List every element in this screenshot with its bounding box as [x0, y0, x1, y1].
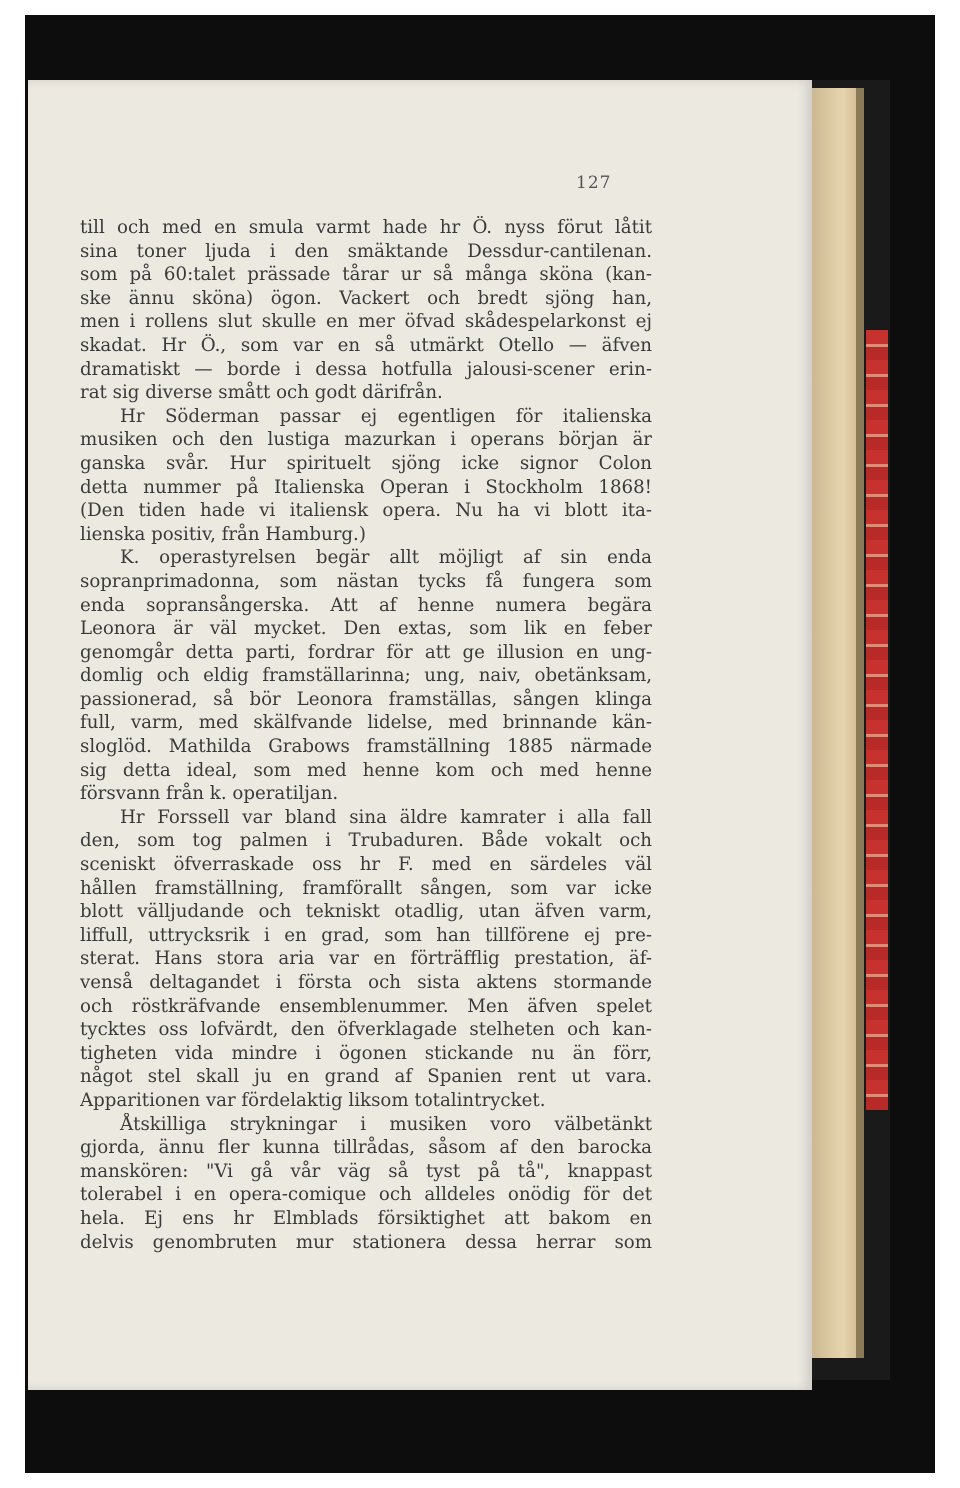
text-line: Leonora är väl mycket. Den extas, som lik en feber — [80, 618, 652, 640]
text-line: Hr Söderman passar ej egentligen för italienska — [120, 405, 652, 427]
text-line: venså deltagandet i första och sista aktens stormande — [80, 972, 652, 993]
text-line: genomgår detta parti, fordrar för att ge illusion en ung- — [80, 641, 652, 663]
text-line: sceniskt öfverraskade oss hr F. med en särdeles väl — [80, 854, 652, 876]
text-line: något stel skall ju en grand af Spanien rent ut vara. — [80, 1066, 652, 1088]
page-edge-shadow — [856, 88, 864, 1358]
text-line: K. operastyrelsen begär allt möjligt af sin enda — [120, 547, 652, 569]
text-line: delvis genombruten mur stationera dessa herrar som — [80, 1231, 652, 1253]
text-line: den, som tog palmen i Trubaduren. Både vokalt och — [80, 830, 652, 852]
text-line: gjorda, ännu fler kunna tillrådas, såsom af den barocka — [80, 1137, 652, 1159]
text-line: domlig och eldig framställarinna; ung, naiv, obetänksam, — [80, 665, 652, 687]
text-line: Apparitionen var fördelaktig liksom totalintrycket. — [80, 1089, 546, 1111]
text-line: enda sopransångerska. Att af henne numera begära — [80, 594, 652, 616]
text-line: manskören: "Vi gå vår väg så tyst på tå", knappast — [80, 1160, 652, 1182]
text-line: blott välljudande och tekniskt otadlig, utan äfven varm, — [80, 901, 652, 923]
text-line: försvann från k. operatiljan. — [80, 783, 339, 805]
text-line: sopranprimadonna, som nästan tycks få fungera som — [80, 570, 652, 592]
text-line: Åtskilliga strykningar i musiken voro välbetänkt — [120, 1113, 652, 1135]
text-line: ganska svår. Hur spirituelt sjöng icke signor Colon — [80, 452, 652, 474]
text-line: sina toner ljuda i den smäktande Dessdur-cantilenan. — [80, 240, 652, 262]
text-line: passionerad, så bör Leonora framställas, sången klinga — [80, 688, 652, 710]
text-line: (Den tiden hade vi italiensk opera. Nu ha vi blott ita- — [80, 500, 652, 522]
text-line: sig detta ideal, som med henne kom och med henne — [80, 759, 652, 781]
red-spine-band — [866, 330, 888, 1110]
text-line: tigheten vida mindre i ögonen stickande nu än förr, — [80, 1042, 652, 1064]
text-line: detta nummer på Italienska Operan i Stockholm 1868! — [80, 476, 652, 498]
body-text — [80, 216, 652, 1254]
text-line: tycktes oss lofvärdt, den öfverklagade stelheten och kan- — [80, 1019, 652, 1041]
text-line: dramatiskt — borde i dessa hotfulla jalousi-scener erin- — [80, 358, 652, 380]
text-line: hela. Ej ens hr Elmblads försiktighet att bakom en — [80, 1207, 652, 1229]
text-line: men i rollens slut skulle en mer öfvad skådespelarkonst ej — [80, 311, 652, 333]
text-line: ske ännu sköna) ögon. Vackert och bredt sjöng han, — [80, 287, 652, 309]
text-line: rat sig diverse smått och godt därifrån. — [80, 382, 443, 404]
text-line: skadat. Hr Ö., som var en så utmärkt Otello — äfven — [80, 334, 652, 356]
text-line: tolerabel i en opera-comique och alldeles onödig för det — [80, 1184, 652, 1206]
text-line: full, varm, med skälfvande lidelse, med brinnande kän- — [80, 712, 652, 734]
text-line: hållen framställning, framförallt sången, som var icke — [80, 877, 652, 899]
text-line: Hr Forssell var bland sina äldre kamrater i alla fall — [120, 806, 652, 828]
text-line: lienska positiv, från Hamburg.) — [80, 523, 366, 545]
text-line: sloglöd. Mathilda Grabows framställning 1885 närmade — [80, 736, 652, 758]
text-line: och röstkräfvande ensemblenummer. Men äfven spelet — [80, 995, 652, 1017]
text-line: som på 60:talet prässade tårar ur så många sköna (kan- — [80, 264, 652, 286]
text-line: liffull, uttrycksrik i en grad, som han tillförene ej pre- — [80, 924, 652, 946]
page-number: 127 — [576, 173, 612, 193]
text-line: musiken och den lustiga mazurkan i operans början är — [80, 429, 652, 451]
text-line: till och med en smula varmt hade hr Ö. nyss förut låtit — [80, 217, 652, 238]
text-line: sterat. Hans stora aria var en förträfflig prestation, äf- — [80, 948, 652, 970]
